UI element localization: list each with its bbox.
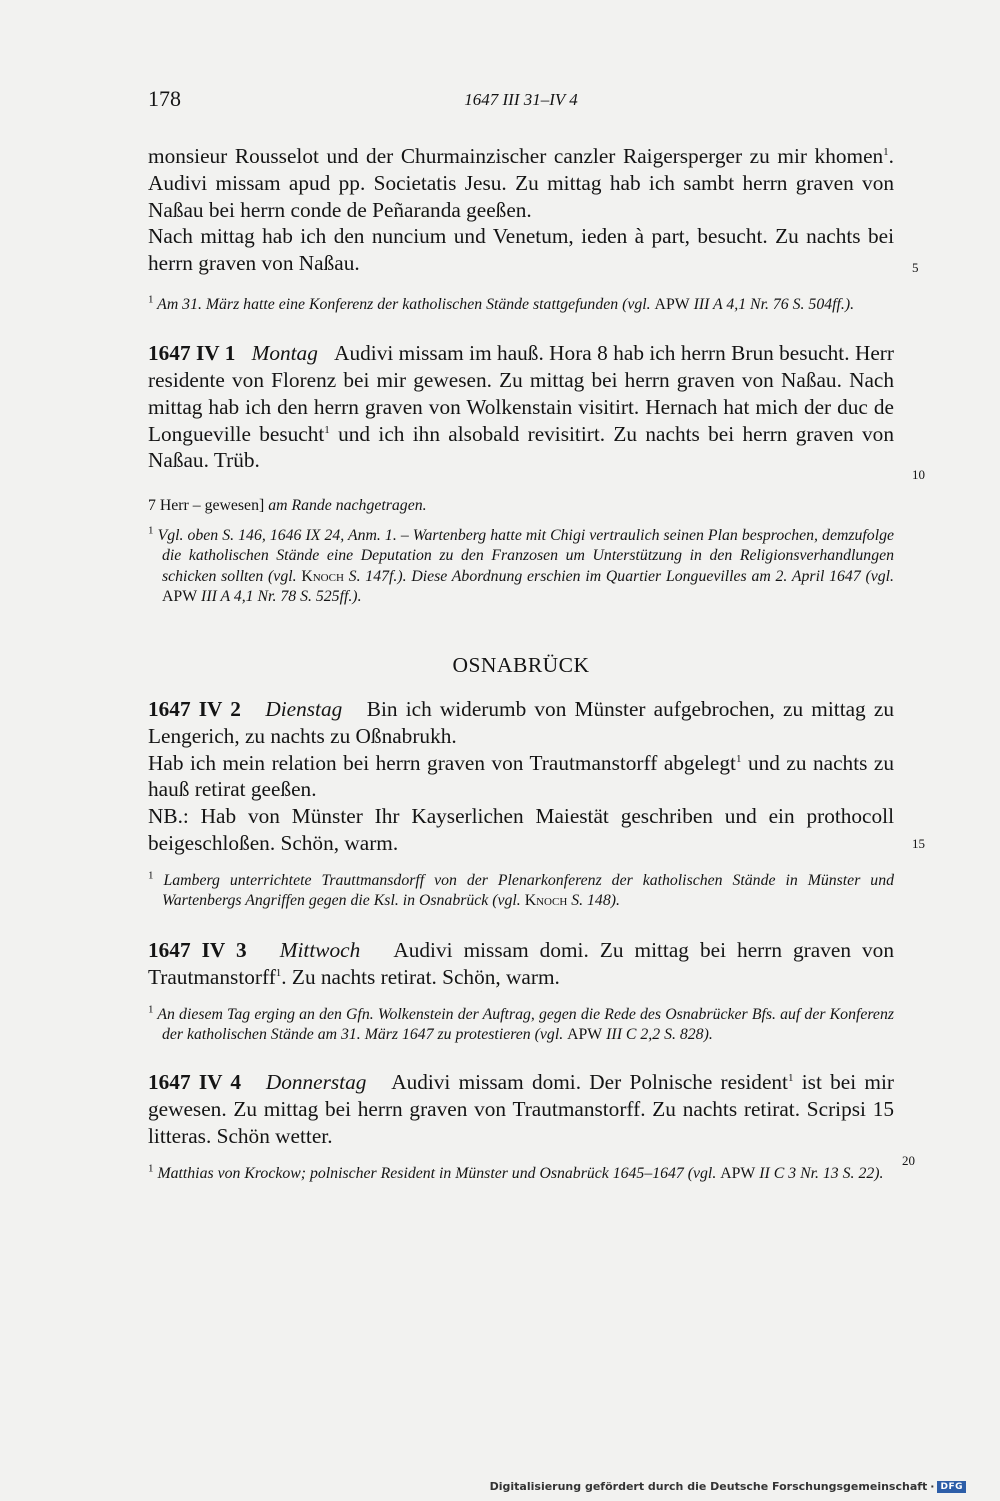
running-head: 1647 III 31–IV 4	[464, 90, 578, 109]
footnote-marker: 1	[148, 524, 154, 537]
section-title: OSNABRÜCK	[452, 652, 590, 677]
apw-abbrev: APW	[654, 295, 690, 313]
note-comment: am Rande nachgetragen.	[268, 497, 427, 515]
footnote: $^1$ An diesem Tag erging an den Gfn. Wolkenstein der Auftrag, gegen die Rede des Osnabrücker Bfs. auf der Konferenz der katholischen Stände am 31. März 1647 zu protestieren (vgl. APW III C 2,2 S. 828).	[148, 1003, 894, 1043]
diary-entry-1647-iv-4: 1647 IV 4 Donnerstag Audivi missam domi. Der Polnische resident$^1$ ist bei mir gewesen. Zu mittag bei herrn graven von Trautmanstorff. Zu nachts retirat. Scripsi 15 litteras. Schön wetter.	[148, 1070, 894, 1148]
line-number: 10	[912, 467, 925, 482]
entry-date: 1647 IV 3	[148, 938, 247, 963]
entry-weekday: Mittwoch	[279, 938, 361, 963]
footnote: $^1$ Lamberg unterrichtete Trauttmansdorff von der Plenarkonferenz der katholischen Stände in Münster und Wartenbergs Angriffen gegen die Ksl. in Osnabrück (vgl. Knoch S. 148).	[148, 869, 895, 909]
footnote-marker: 1	[148, 293, 154, 306]
entry-weekday: Donnerstag	[265, 1070, 367, 1095]
diary-entry-1647-iv-3: 1647 IV 3 Mittwoch Audivi missam domi. Zu mittag bei herrn graven von Trautmanstorff$^1$. Zu nachts retirat. Schön, warm.	[148, 938, 894, 989]
note-lemma: 7 Herr – gewesen]	[148, 497, 265, 515]
entry-paragraph: NB.: Hab von Münster Ihr Kayserlichen Maiestät geschriben und ein prothocoll beigeschloßen. Schön, warm.	[148, 804, 894, 855]
footnote-ref: 1	[275, 966, 282, 979]
entry-paragraph: Hab ich mein relation bei herrn graven von Trautmanstorff abgelegt$^1$ und zu nachts zu hauß retirat geeßen.	[148, 750, 895, 802]
entry-continuation	[148, 143, 894, 277]
apw-abbrev: APW	[162, 587, 198, 605]
footnote: $^1$ Am 31. März hatte eine Konferenz der katholischen Stände stattgefunden (vgl. APW III A 4,1 Nr. 76 S. 504ff.).	[148, 293, 855, 313]
entry-paragraph: 1647 IV 2 Dienstag Bin ich widerumb von Münster aufgebrochen, zu mittag zu Lengerich, zu nachts zu Oßnabrukh.	[148, 696, 894, 748]
apw-abbrev: APW	[720, 1164, 756, 1182]
page-number: 178	[148, 86, 181, 111]
diary-entry-1647-iv-1: 1647 IV 1 Montag Audivi missam im hauß. Hora 8 hab ich herrn Brun besucht. Herr residente von Florenz bei mir gewesen. Zu mittag bei herrn graven von Naßau. Nach mittag hab ich den herrn graven von Wolkenstain visitirt. Hernach hat mich der duc de Longueville besucht$^1$ und ich ihn alsobald revisitirt. Zu nachts bei herrn graven von Naßau. Trüb.	[148, 341, 894, 473]
footnote: $^1$ Vgl. oben S. 146, 1646 IX 24, Anm. 1. – Wartenberg hatte mit Chigi vertraulich seinen Plan besprochen, demzufolge die katholischen Stände eine Deputation zu den Franzosen um Unterstützung in den Religionsverhandlungen schicken sollten (vgl. Knoch S. 147f.). Diese Abordnung erschien im Quartier Longuevilles am 2. April 1647 (vgl. APW III A 4,1 Nr. 78 S. 525ff.).	[148, 524, 895, 605]
footnote-ref: 1	[735, 752, 742, 765]
page-body	[148, 143, 894, 1184]
page-header	[148, 86, 894, 118]
entry-paragraph: monsieur Rousselot und der Churmainzischer canzler Raigersperger zu mir khomen$^1$. Audivi missam apud pp. Societatis Jesu. Zu mittag hab ich sambt herrn graven von Naßau bei herrn conde de Peñaranda geeßen.	[148, 144, 894, 222]
footnote-ref: 1	[324, 423, 330, 436]
entry-date: 1647 IV 1	[148, 341, 236, 366]
author-name: Knoch	[524, 891, 568, 909]
author-name: Knoch	[301, 567, 344, 585]
dfg-logo: DFG	[937, 1481, 966, 1493]
footnote-marker: 1	[148, 869, 154, 882]
footnote-ref: 1	[883, 145, 889, 158]
line-number: 20	[902, 1153, 915, 1168]
footnote-ref: 1	[787, 1072, 794, 1085]
apw-abbrev: APW	[567, 1025, 603, 1043]
entry-date: 1647 IV 4	[148, 1070, 242, 1095]
entry-weekday: Dienstag	[265, 696, 343, 721]
footnote-marker: 1	[148, 1003, 154, 1016]
footnote-marker: 1	[148, 1162, 154, 1175]
credit-text: Digitalisierung gefördert durch die Deutsche Forschungsgemeinschaft	[489, 1480, 928, 1493]
entry-date: 1647 IV 2	[148, 696, 241, 721]
entry-weekday: Montag	[251, 341, 318, 366]
line-number: 5	[912, 260, 919, 275]
footnote: $^1$ Matthias von Krockow; polnischer Resident in Münster und Osnabrück 1645–1647 (vgl. APW II C 3 Nr. 13 S. 22).	[148, 1162, 884, 1182]
digitization-credit: Digitalisierung gefördert durch die Deutsche Forschungsgemeinschaft · DFG	[490, 1480, 966, 1493]
entry-paragraph: Nach mittag hab ich den nuncium und Venetum, ieden à part, besucht. Zu nachts bei herrn graven von Naßau.	[148, 224, 894, 276]
textual-note	[148, 496, 894, 516]
diary-entry-1647-iv-2	[148, 696, 894, 857]
line-number: 15	[912, 836, 925, 851]
